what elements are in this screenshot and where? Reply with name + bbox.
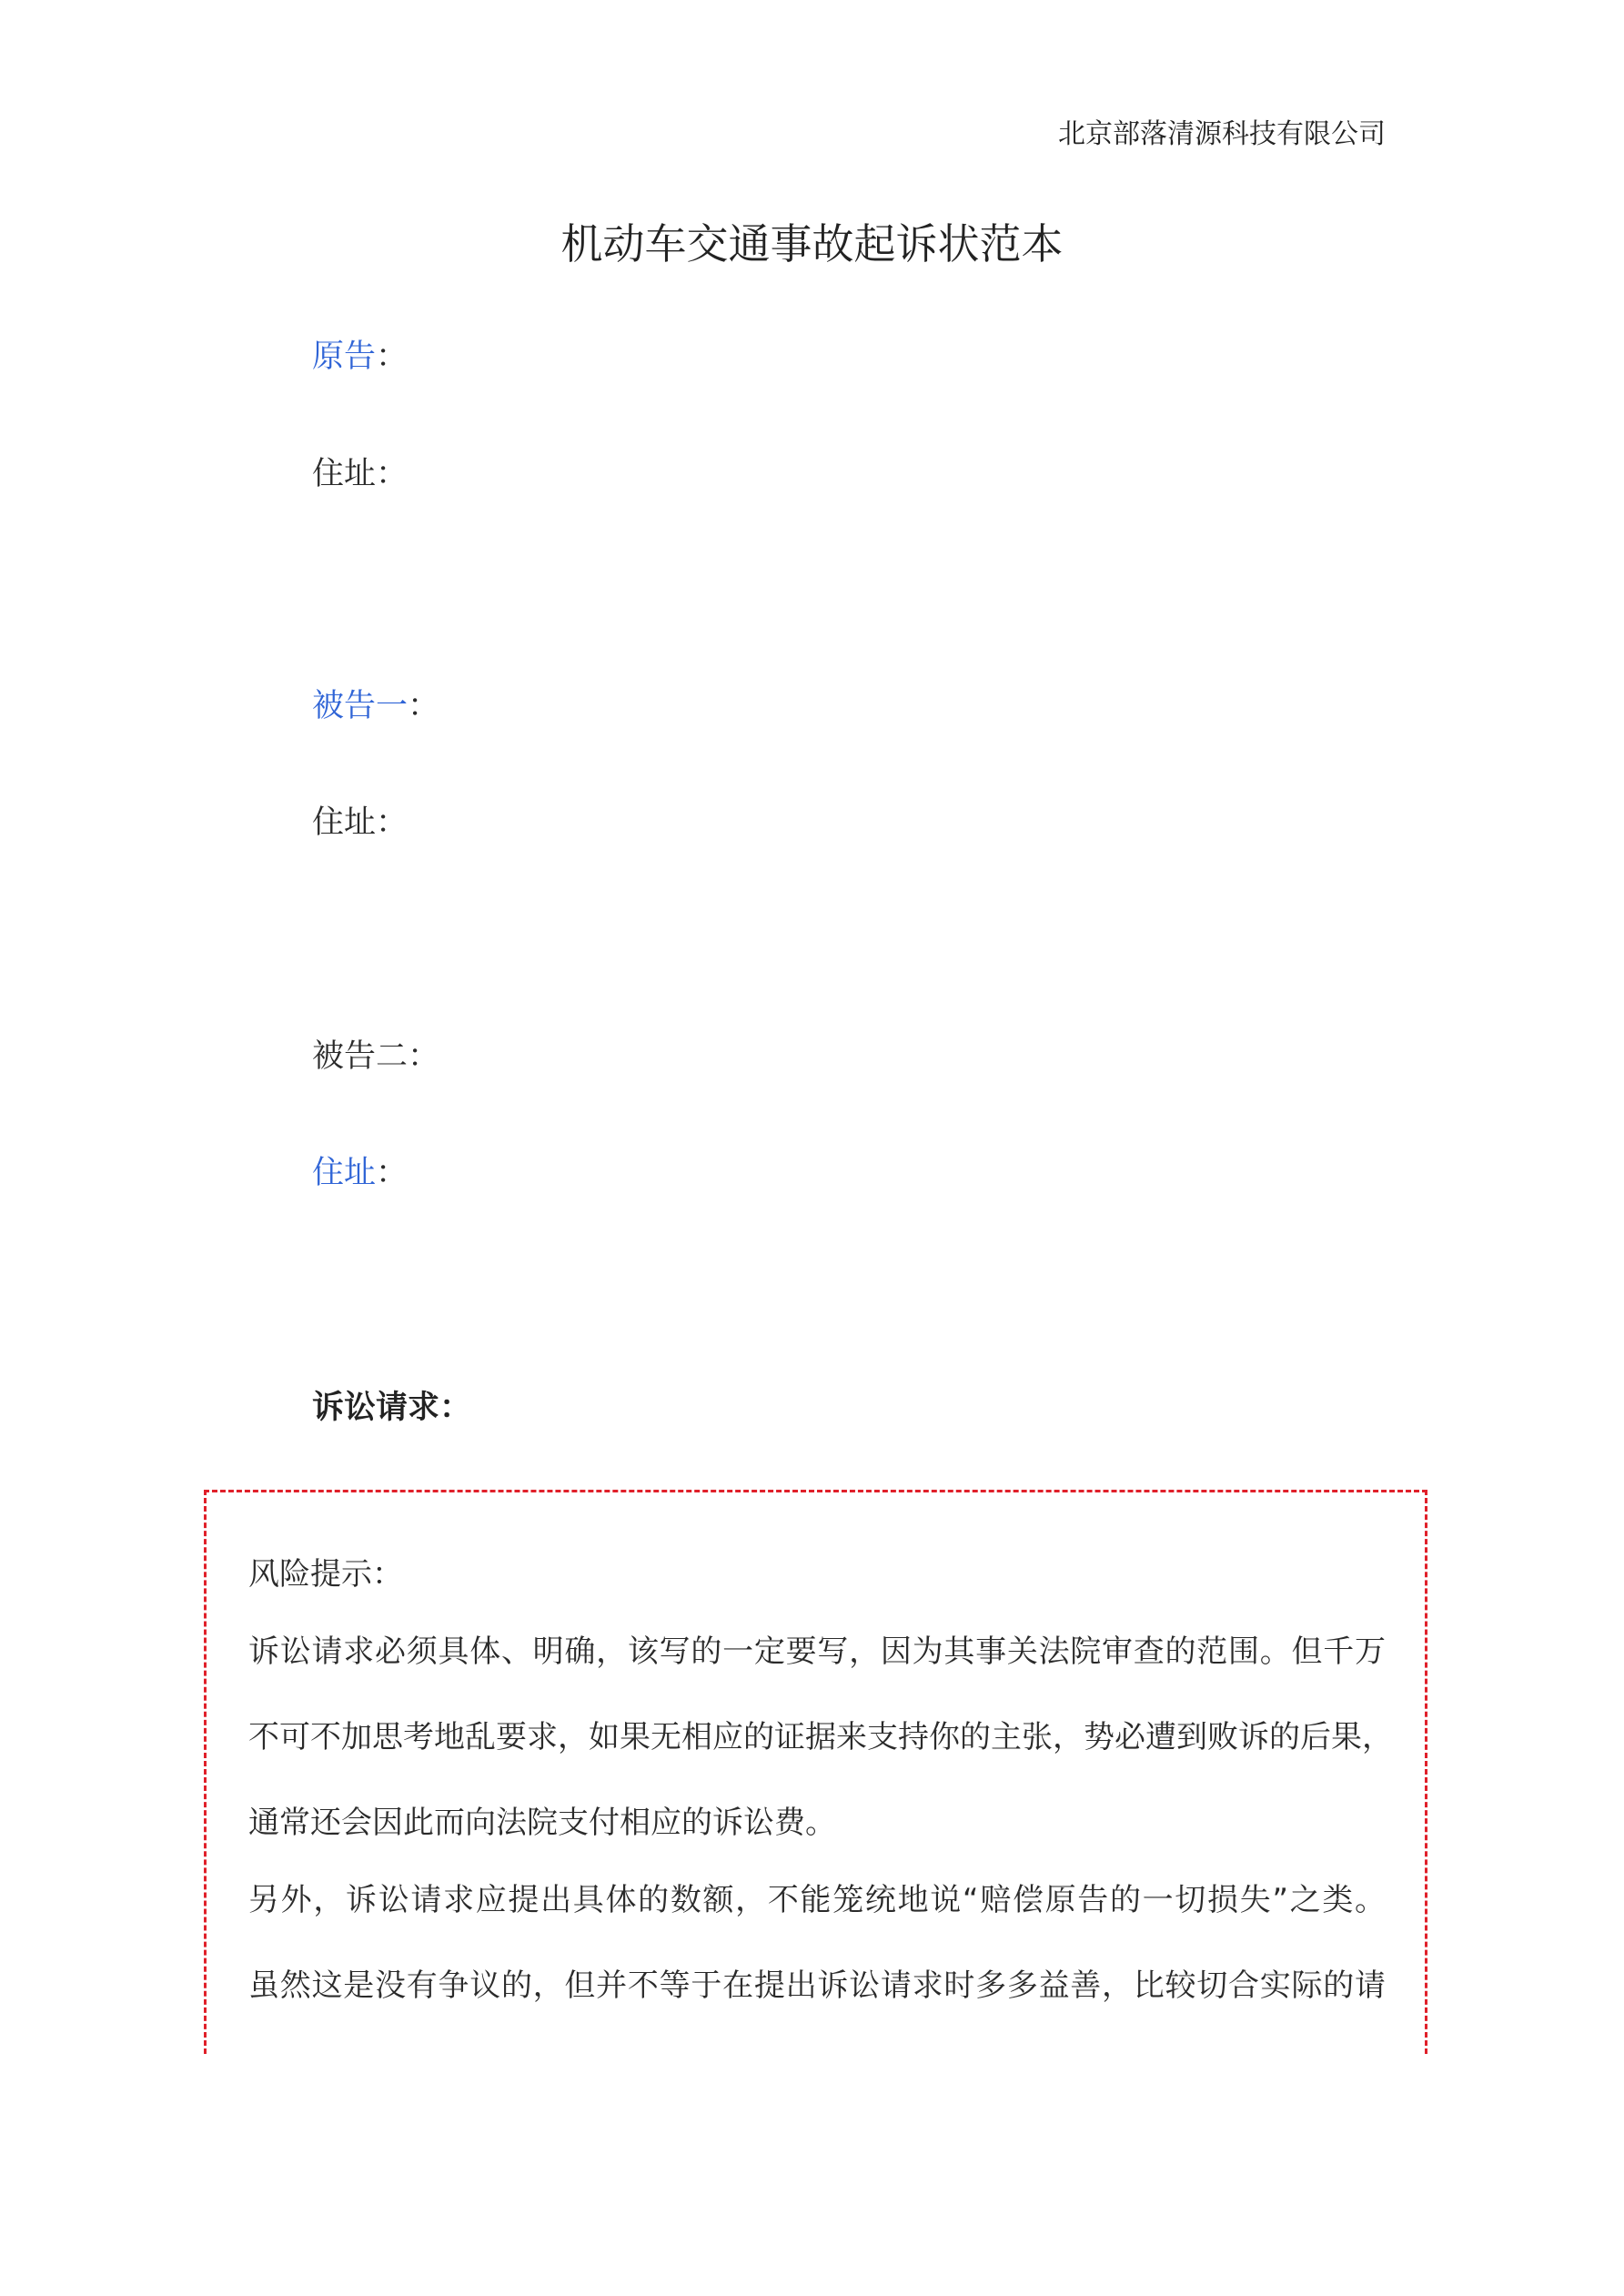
defendant-one-address-colon: ： [376,804,409,841]
claims-heading: 诉讼请求： [312,1390,472,1426]
defendant-two-field [312,1035,439,1078]
defendant-two-address-field [312,1151,408,1195]
risk-notice-title: 风险提示： [248,1556,403,1593]
risk-line: 不可不加思考地乱要求，如果无相应的证据来支持你的主张，势必遭到败诉的后果， [248,1719,1393,1755]
defendant-one-link[interactable]: 被告一 [312,688,409,724]
document-title: 机动车交通事故起诉状范本 [560,219,1064,268]
defendant-one-colon: ： [408,688,440,724]
plaintiff-link[interactable]: 原告 [312,339,377,375]
plaintiff-address-colon: ： [376,456,409,492]
plaintiff-colon: ： [376,339,409,375]
defendant-two-address-colon: ： [376,1155,409,1191]
risk-line: 诉讼请求必须具体、明确，该写的一定要写，因为其事关法院审查的范围。但千万 [248,1633,1386,1670]
defendant-one-field [312,684,439,728]
defendant-two-colon: ： [408,1038,440,1075]
plaintiff-field [312,335,408,379]
defendant-two-address-link[interactable]: 住址 [312,1155,377,1191]
risk-paragraph-2 [248,1857,1386,2028]
defendant-one-address-label: 住址 [312,804,377,841]
risk-line: 通常还会因此而向法院支付相应的诉讼费。 [248,1805,836,1841]
plaintiff-address-field [312,452,408,496]
risk-notice-box [204,1490,1427,2054]
defendant-two-label: 被告二 [312,1038,409,1075]
plaintiff-address-label: 住址 [312,456,377,492]
risk-line: 虽然这是没有争议的，但并不等于在提出诉讼请求时多多益善，比较切合实际的请 [248,1967,1386,2004]
company-header: 北京部落清源科技有限公司 [1058,118,1386,150]
defendant-one-address-field [312,801,408,845]
risk-line: 另外，诉讼请求应提出具体的数额，不能笼统地说“赔偿原告的一切损失”之类。 [248,1882,1386,1918]
risk-paragraph-1 [248,1609,1393,1866]
